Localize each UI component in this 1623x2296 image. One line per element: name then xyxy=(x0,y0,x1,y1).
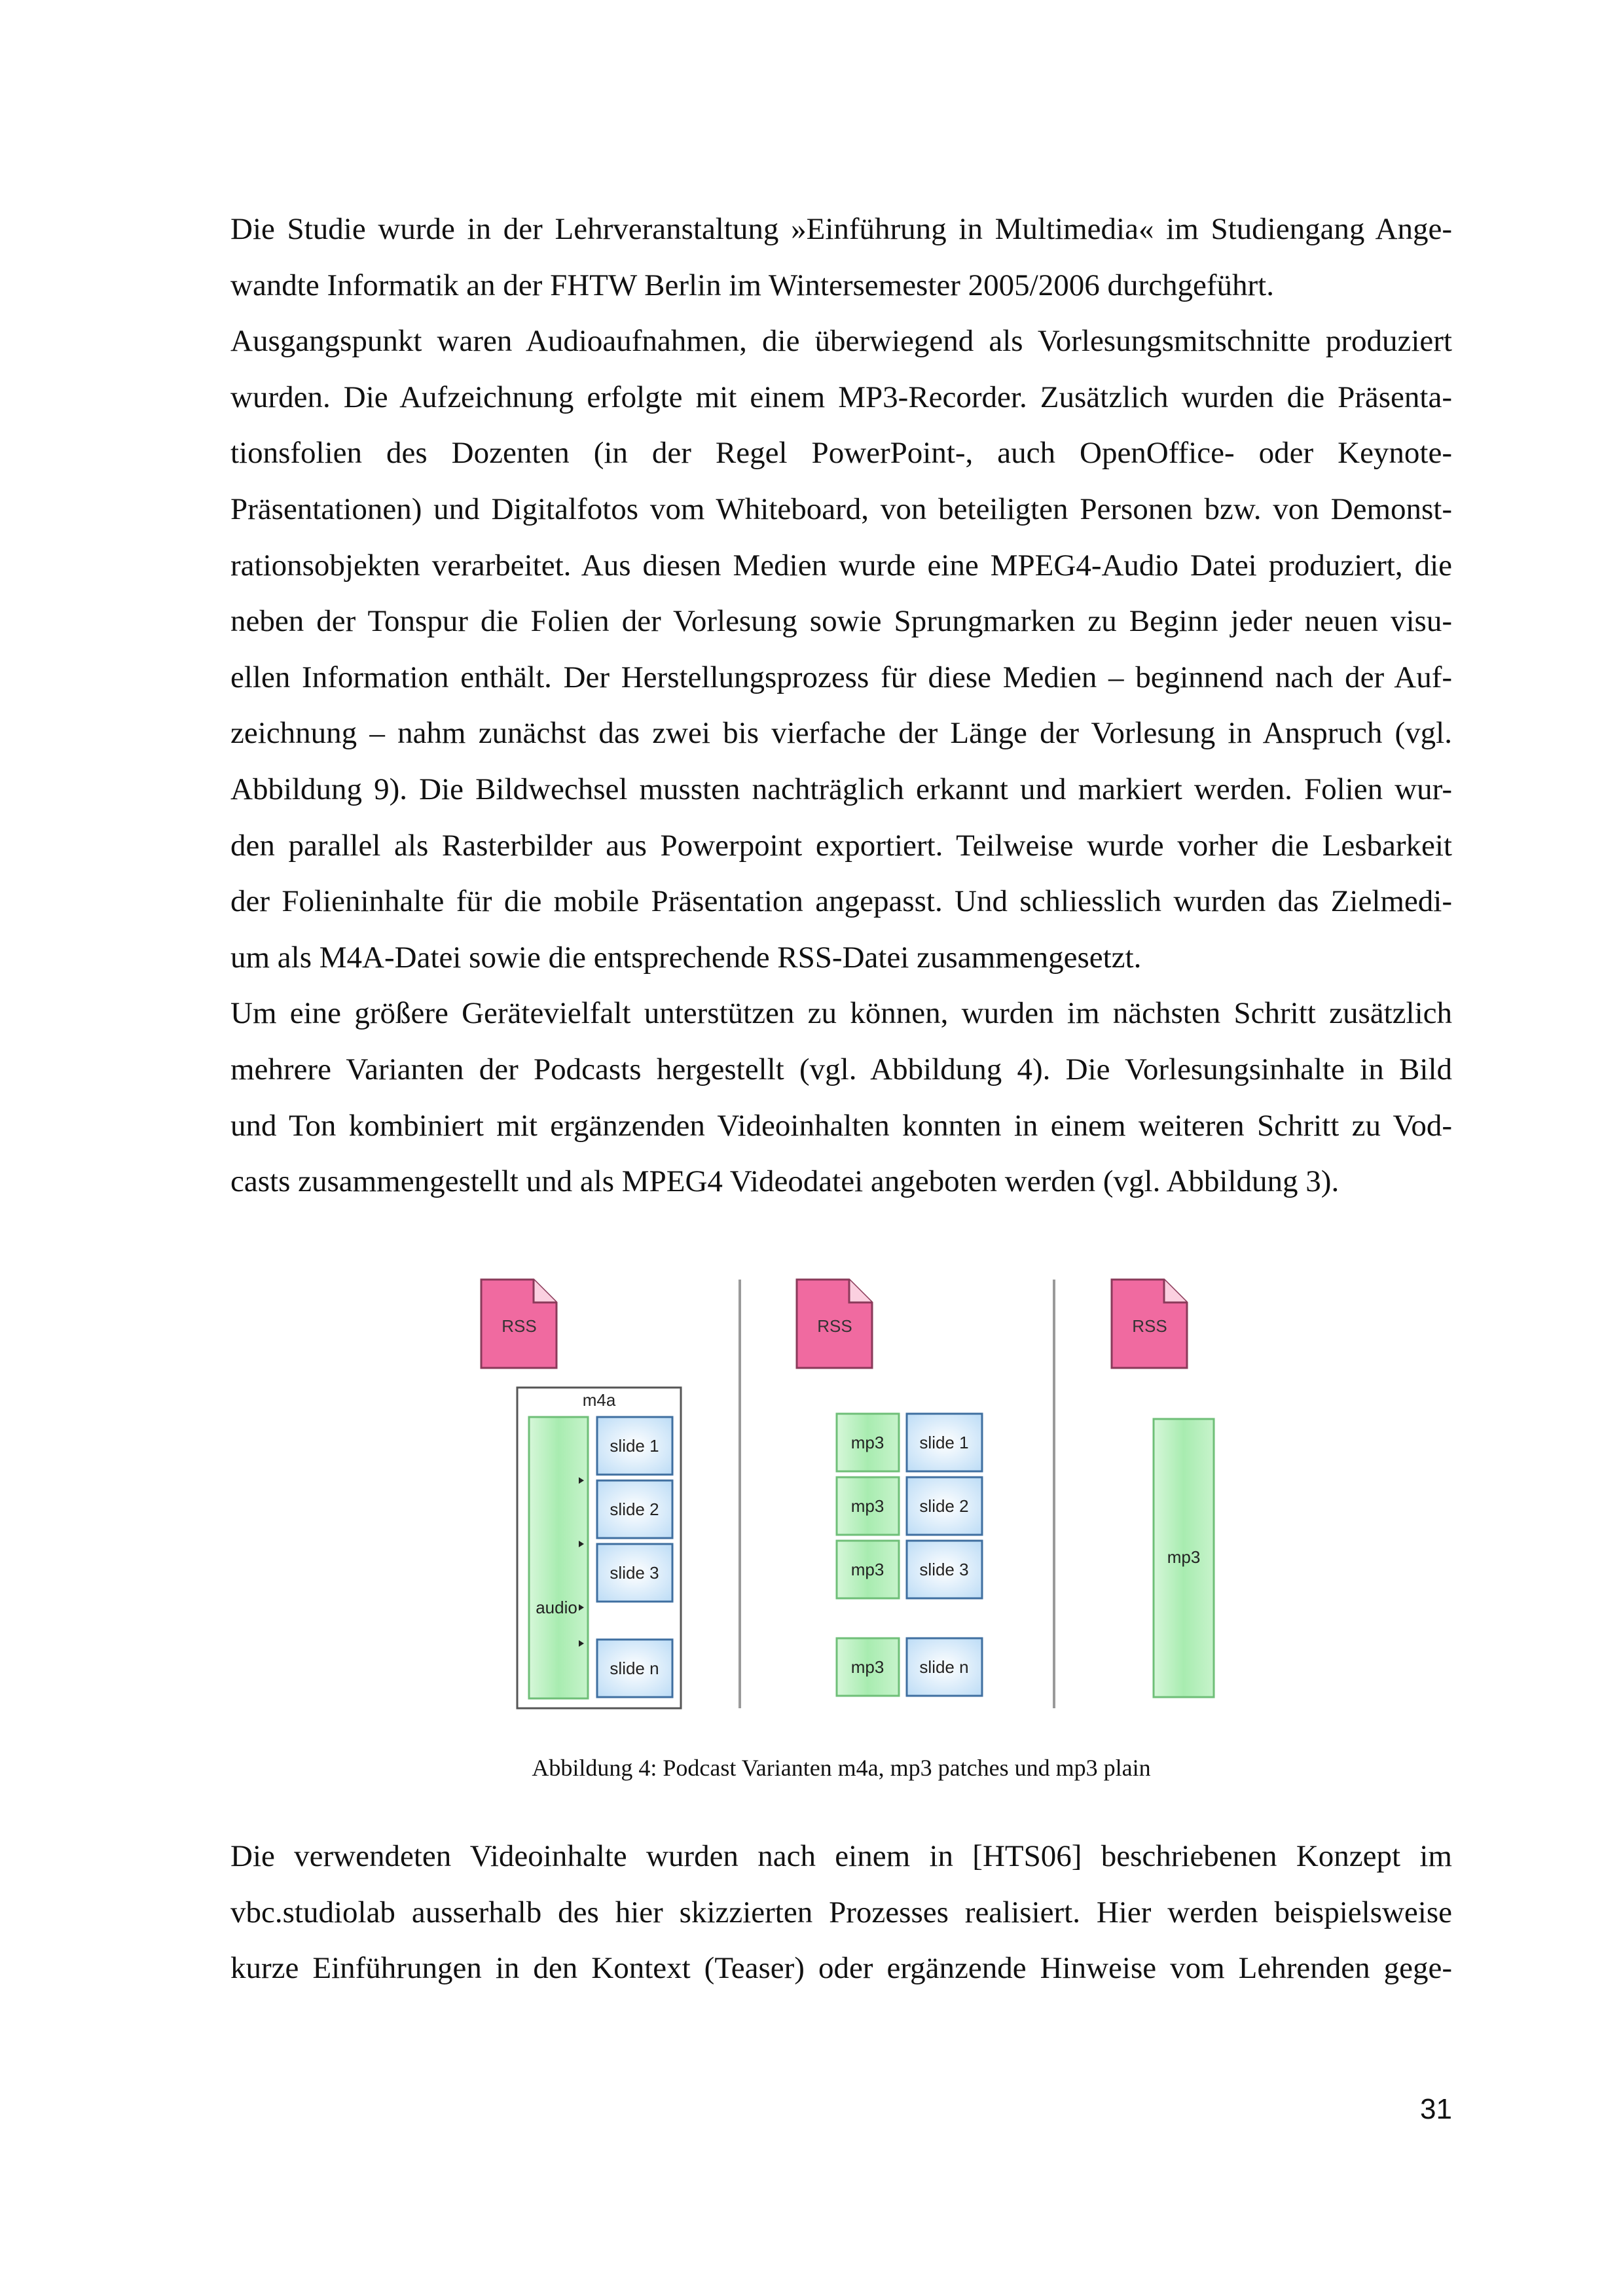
rss-label: RSS xyxy=(817,1316,852,1336)
m4a-label: m4a xyxy=(582,1390,616,1410)
m4a-container xyxy=(517,1388,681,1708)
svg-text:slide 3: slide 3 xyxy=(610,1563,659,1583)
text-line: Abbildung 9). Die Bildwechsel mussten nachträglich erkannt und markiert werden. Folien wur- xyxy=(230,772,1452,806)
rss-label: RSS xyxy=(1132,1316,1167,1336)
text-line: wurden. Die Aufzeichnung erfolgte mit einem MP3-Recorder. Zusätzlich wurden die Präsenta- xyxy=(230,380,1452,414)
rss-document-icon xyxy=(1112,1280,1187,1368)
text-line: neben der Tonspur die Folien der Vorlesung sowie Sprungmarken zu Beginn jeder neuen visu- xyxy=(230,604,1452,639)
mp3-label: mp3 xyxy=(1167,1547,1201,1567)
mp3-patch-box xyxy=(837,1477,899,1535)
mp3-patches-variant xyxy=(837,1414,982,1696)
svg-text:mp3: mp3 xyxy=(850,1496,884,1516)
svg-text:slide 1: slide 1 xyxy=(610,1436,659,1456)
text-line: vbc.studiolab ausserhalb des hier skizzierten Prozesses realisiert. Hier werden beispielsweise xyxy=(230,1895,1452,1929)
mp3-plain-track xyxy=(1154,1419,1214,1697)
text-line: Ausgangspunkt waren Audioaufnahmen, die überwiegend als Vorlesungsmitschnitte produziert xyxy=(230,324,1452,359)
svg-text:mp3: mp3 xyxy=(850,1433,884,1452)
audio-track xyxy=(529,1417,588,1698)
svg-text:mp3: mp3 xyxy=(850,1657,884,1677)
slide-box xyxy=(907,1541,982,1598)
text-line: tionsfolien des Dozenten (in der Regel PowerPoint-, auch OpenOffice- oder Keynote- xyxy=(230,436,1452,471)
svg-text:slide 1: slide 1 xyxy=(919,1433,969,1452)
slide-box xyxy=(597,1417,672,1475)
text-line: Um eine größere Gerätevielfalt unterstützen zu können, wurden im nächsten Schritt zusätzlich xyxy=(230,996,1452,1031)
mp3-patch-box xyxy=(837,1541,899,1598)
figure-caption: Abbildung 4: Podcast Varianten m4a, mp3 patches und mp3 plain xyxy=(532,1755,1151,1781)
slide-box xyxy=(907,1414,982,1471)
rss-label: RSS xyxy=(501,1316,537,1336)
rss-document-icon xyxy=(481,1280,556,1368)
text-line: Die verwendeten Videoinhalte wurden nach einem in [HTS06] beschriebenen Konzept im xyxy=(230,1839,1452,1873)
page-number: 31 xyxy=(1420,2093,1452,2125)
body-text-bottom xyxy=(230,1829,1452,1997)
text-line: und Ton kombiniert mit ergänzenden Videoinhalten konnten in einem weiteren Schritt zu Vod- xyxy=(230,1108,1452,1143)
mp3-patch-box xyxy=(837,1414,899,1471)
svg-text:slide 2: slide 2 xyxy=(610,1499,659,1519)
slide-box xyxy=(597,1480,672,1538)
text-line: den parallel als Rasterbilder aus Powerpoint exportiert. Teilweise wurde vorher die Lesbarkeit xyxy=(230,828,1452,863)
rss-document-icon xyxy=(797,1280,872,1368)
text-line: casts zusammengestellt und als MPEG4 Videodatei angeboten werden (vgl. Abbildung 3). xyxy=(230,1164,1340,1199)
audio-label: audio xyxy=(536,1598,577,1617)
text-line: der Folieninhalte für die mobile Präsentation angepasst. Und schliesslich wurden das Zielmedi- xyxy=(230,884,1452,919)
svg-text:slide 2: slide 2 xyxy=(919,1496,969,1516)
text-line: Präsentationen) und Digitalfotos vom Whiteboard, von beteiligten Personen bzw. von Demonst- xyxy=(230,492,1452,526)
slide-box xyxy=(597,1544,672,1602)
text-line: wandte Informatik an der FHTW Berlin im Wintersemester 2005/2006 durchgeführt. xyxy=(230,268,1274,302)
text-line: um als M4A-Datei sowie die entsprechende RSS-Datei zusammengesetzt. xyxy=(230,940,1142,975)
text-line: zeichnung – nahm zunächst das zwei bis vierfache der Länge der Vorlesung in Anspruch (vgl. xyxy=(230,716,1452,751)
mp3-patch-box xyxy=(837,1638,899,1696)
text-line: mehrere Varianten der Podcasts hergestellt (vgl. Abbildung 4). Die Vorlesungsinhalte in Bild xyxy=(230,1052,1452,1086)
text-line: rationsobjekten verarbeitet. Aus diesen Medien wurde eine MPEG4-Audio Datei produziert, die xyxy=(230,548,1452,583)
svg-text:slide 3: slide 3 xyxy=(919,1560,969,1579)
text-line: kurze Einführungen in den Kontext (Teaser) oder ergänzende Hinweise vom Lehrenden gege- xyxy=(230,1951,1452,1986)
svg-text:mp3: mp3 xyxy=(850,1560,884,1579)
svg-text:slide n: slide n xyxy=(919,1657,969,1677)
text-line: ellen Information enthält. Der Herstellungsprozess für diese Medien – beginnend nach der Auf- xyxy=(230,660,1452,694)
text-line: Die Studie wurde in der Lehrveranstaltung »Einführung in Multimedia« im Studiengang Ange- xyxy=(230,212,1452,246)
svg-text:slide n: slide n xyxy=(610,1659,659,1678)
slide-box xyxy=(597,1640,672,1697)
slide-box xyxy=(907,1638,982,1696)
slide-box xyxy=(907,1477,982,1535)
